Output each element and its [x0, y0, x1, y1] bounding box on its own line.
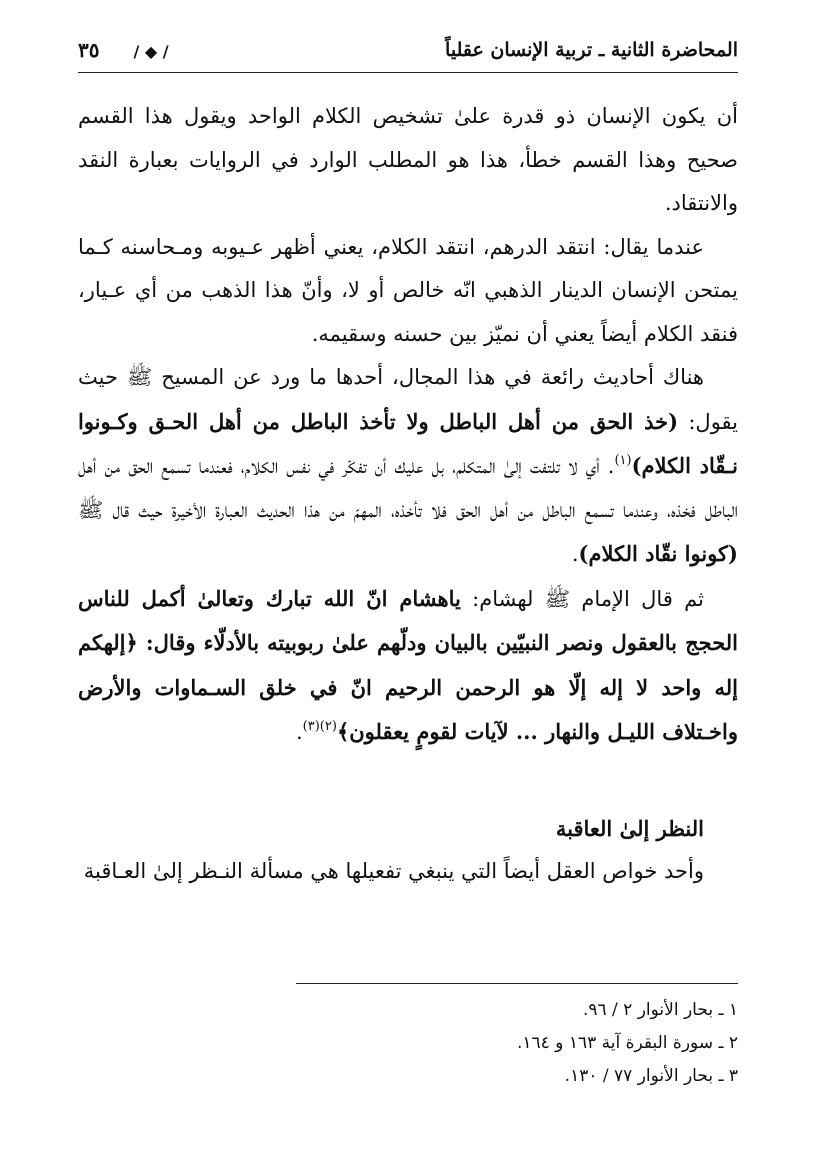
footnote-2: ٢ ـ سورة البقرة آية ١٦٣ و ١٦٤.: [516, 1033, 738, 1053]
paragraph-2: عندما يقال: انتقد الدرهم، انتقد الكلام، يعني أظهر عـيوبه ومـحاسنه كـما يمتحن الإنسان الدينار الذهبي انّه خالص أو لا، وأنّ هذا الذهب من أي عـيار، فنقد الكلام أيضاً يعني أن نميّز بين حسنه وسقيمه.: [78, 234, 738, 346]
paragraph-3: [78, 356, 738, 577]
footnotes: [78, 994, 738, 1093]
page-number-value: ٣٥: [78, 38, 100, 62]
footnote-3: ٣ ـ بحار الأنوار ٧٧ / ١٣٠.: [564, 1066, 738, 1086]
paragraph-4: [78, 577, 738, 755]
chapter-title: المحاضرة الثانية ـ تربية الإنسان عقلياً: [445, 39, 738, 61]
imam-quote: ياهشام انّ الله تبارك وتعالىٰ أكمل للناس الحجج بالعقول ونصر النبيّين بالبيان ودلّهم علىٰ ربوبيته بالأدلّاء وقال: ﴿إلهكم إله واحد لا إله إلّا هو الرحمن الرحيم انّ في خلق السـماوات والأرض واخـتلاف الليـل والنهار ... لآيات لقومٍ يعقلون﴾: [78, 585, 738, 744]
paragraph-5: وأحد خواص العقل أيضاً التي ينبغي تفعيلها هي مسألة النـظر إلىٰ العـاقبة: [83, 858, 704, 883]
paragraph-1: أن يكون الإنسان ذو قدرة علىٰ تشخيص الكلام الواحد ويقول هذا القسم صحيح وهذا القسم خطأ، هذا هو المطلب الوارد في الروايات بعبارة النقد والانتقاد.: [78, 104, 738, 215]
header-ornament: / ◆ /: [133, 42, 169, 61]
paragraph-3-intro: هناك أحاديث رائعة في هذا المجال، أحدها ما ورد عن المسيح ﷺ حيث يقول:: [78, 365, 739, 434]
page-number: [78, 38, 169, 62]
hadith-quote-2: (كونوا نقّاد الكلام): [578, 541, 738, 566]
footnote-1: ١ ـ بحار الأنوار ٢ / ٩٦.: [582, 1000, 738, 1020]
running-header: [78, 28, 738, 73]
paragraph-3-conclusion: المهمّ من هذا الحديث العبارة الأخيرة حيث قال ﷺ: [78, 497, 382, 522]
footnote-ref-1: (١): [614, 453, 632, 468]
section-gap: [78, 755, 738, 807]
hadith-quote: (خذ الحق من أهل الباطل ولا تأخذ الباطل من أهل الحـق وكـونوا نـقّاد الكلام): [78, 408, 738, 478]
main-text: [78, 95, 738, 893]
paragraph-3-end: .: [571, 542, 579, 566]
book-page: [78, 28, 738, 1138]
paragraph-3-explanation: . أي لا تلتفت إلىٰ المتكلم، بل عليك أن تفكّر في نفس الكلام، فعندما تسمع الحق من أهل الباطل فخذه، وعندما تسمع الباطل من أهل الحق فلا تأخذه،: [78, 454, 738, 522]
paragraph-4-end: .: [295, 720, 303, 744]
paragraph-4-intro: ثم قال الإمام ﷺ لهشام:: [460, 586, 704, 611]
footnote-divider: [296, 983, 738, 984]
section-heading: النظر إلىٰ العاقبة: [555, 815, 704, 841]
footnote-ref-2-3: (٢)(٣): [302, 719, 337, 734]
